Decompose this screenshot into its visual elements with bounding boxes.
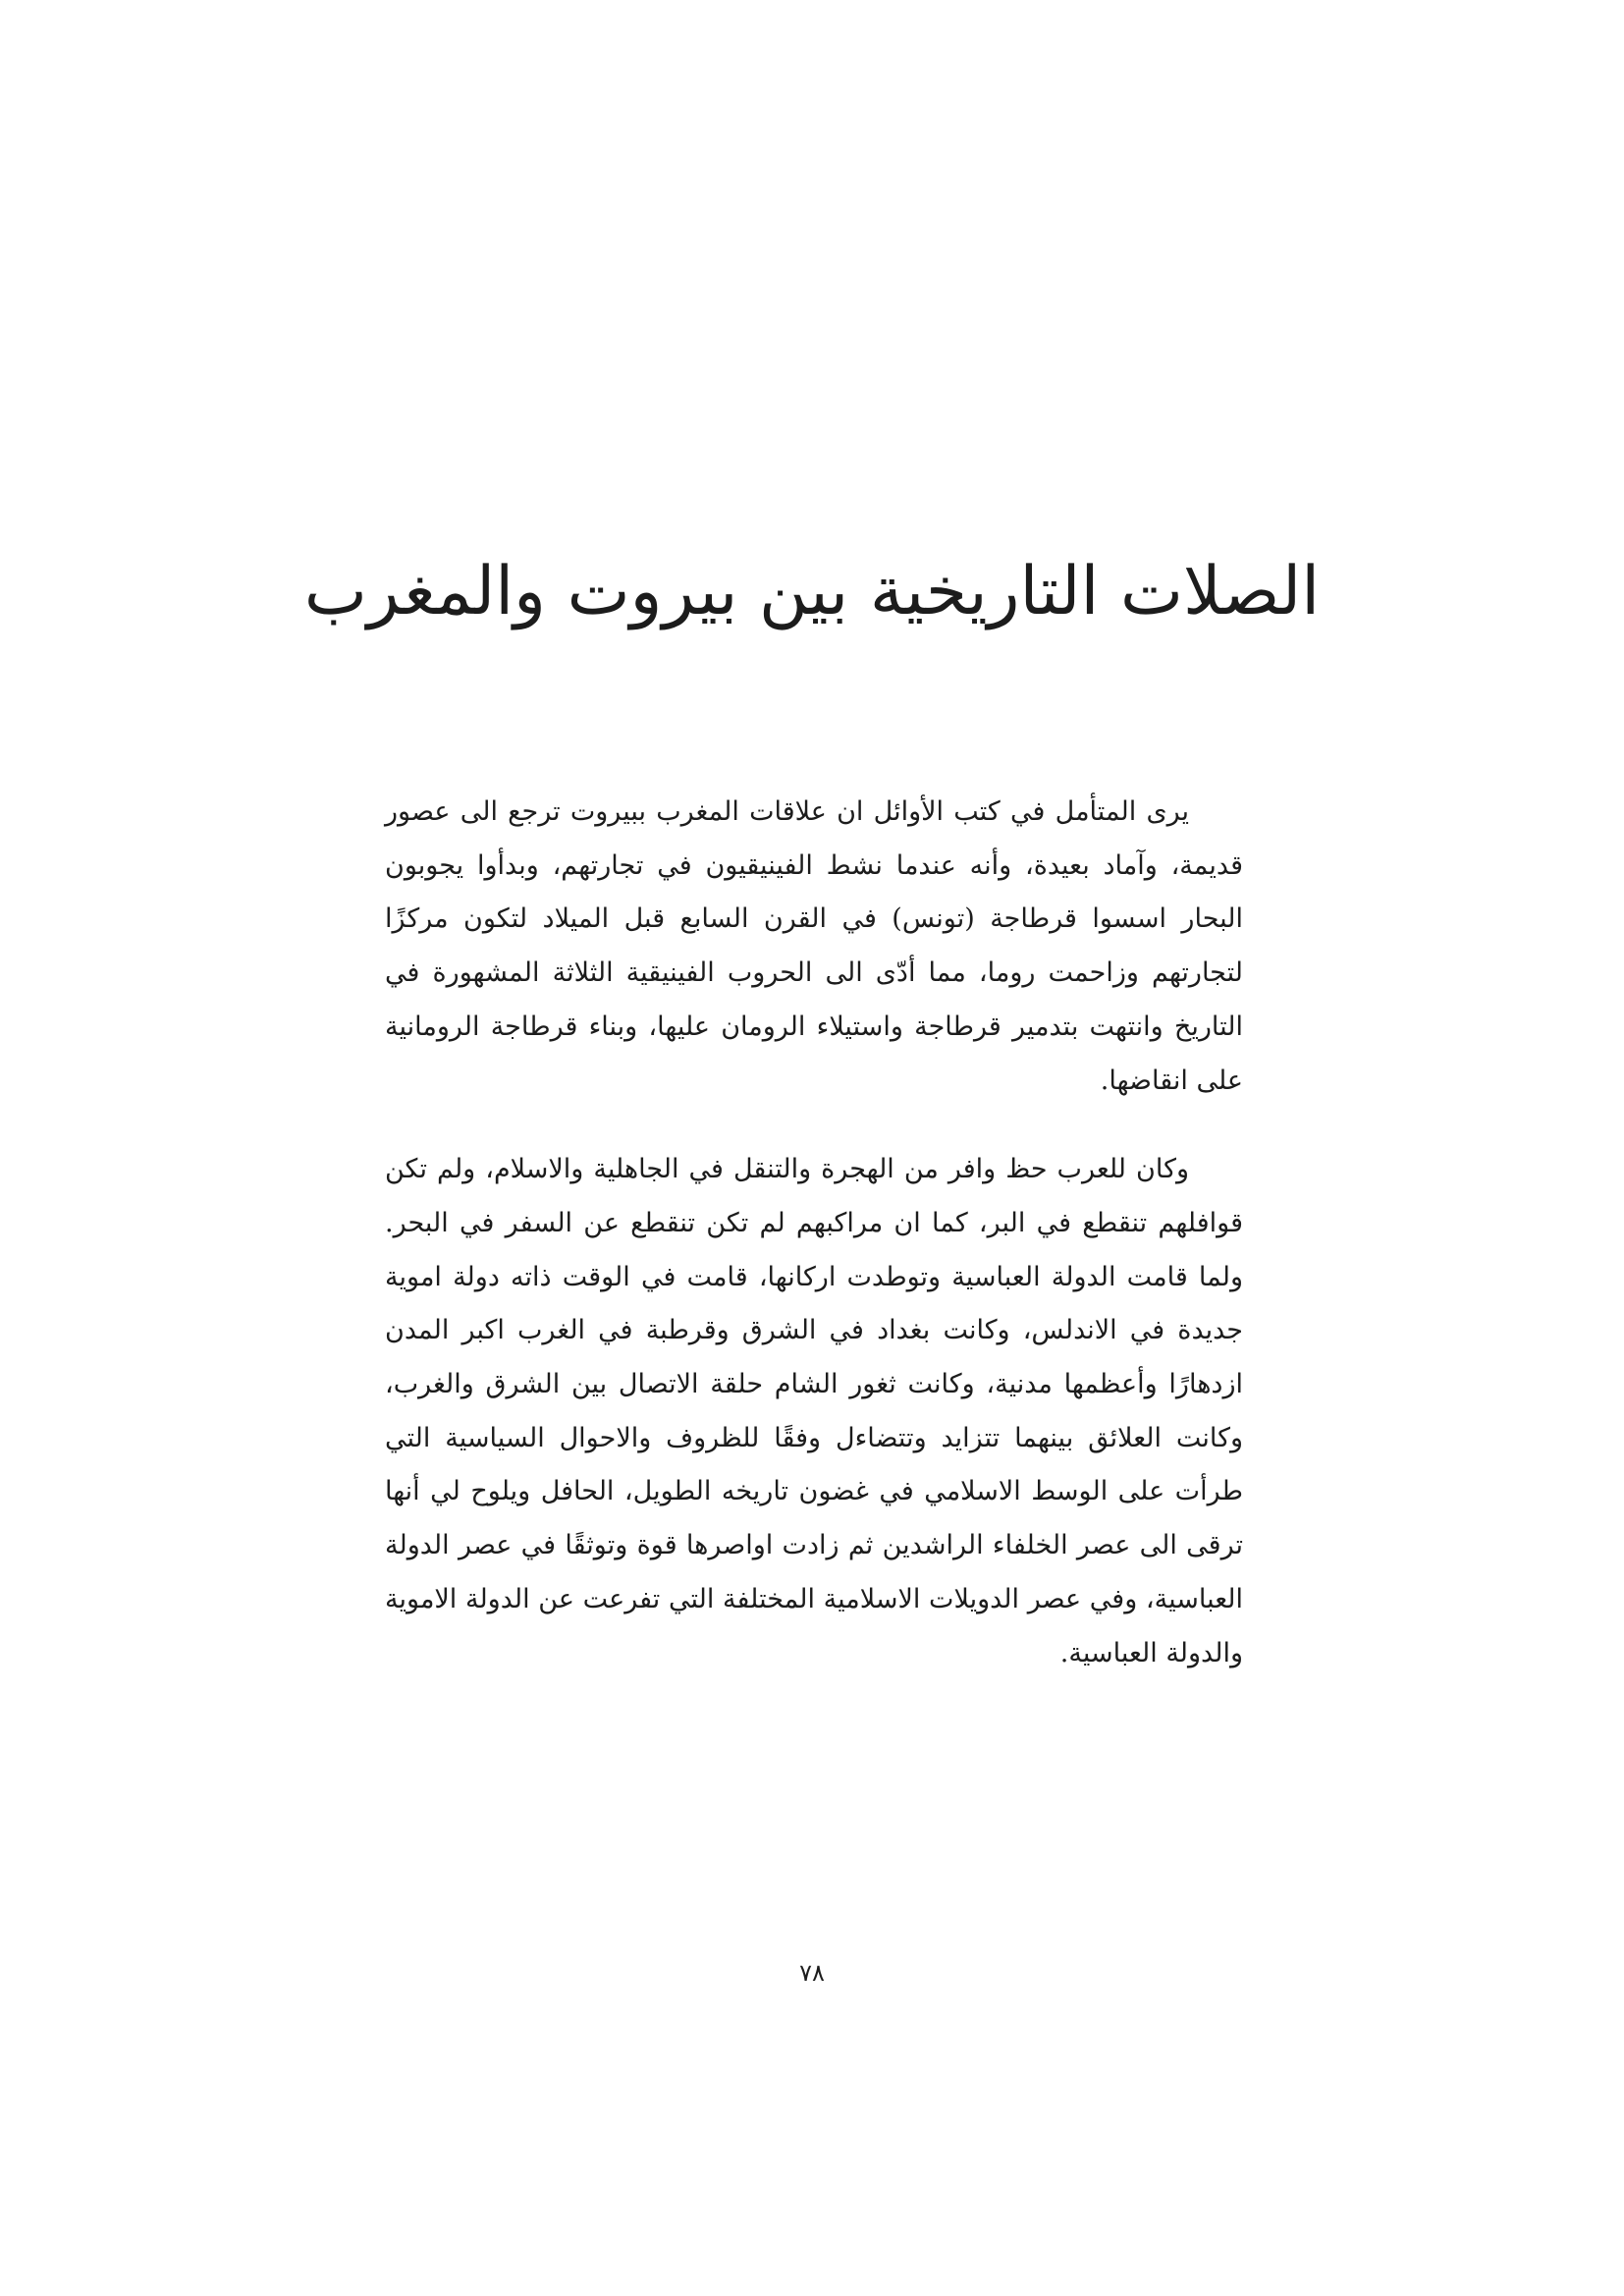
- paragraph-2: وكان للعرب حظ وافر من الهجرة والتنقل في الجاهلية والاسلام، ولم تكن قوافلهم تنقطع في البر، كما ان مراكبهم لم تكن تنقطع عن السفر في البحر. ولما قامت الدولة العباسية وتوطدت اركانها، قامت في الوقت ذاته دولة اموية جديدة في الاندلس، وكانت بغداد في الشرق وقرطبة في الغرب اكبر المدن ازدهارًا وأعظمها مدنية، وكانت ثغور الشام حلقة الاتصال بين الشرق والغرب، وكانت العلائق بينهما تتزايد وتتضاءل وفقًا للظروف والاحوال السياسية التي طرأت على الوسط الاسلامي في غضون تاريخه الطويل، الحافل ويلوح لي أنها ترقى الى عصر الخلفاء الراشدين ثم زادت اواصرها قوة وتوثقًا في عصر الدولة العباسية، وفي عصر الدويلات الاسلامية المختلفة التي تفرعت عن الدولة الاموية والدولة العباسية.: [385, 1154, 1243, 1668]
- paragraph-1: يرى المتأمل في كتب الأوائل ان علاقات المغرب ببيروت ترجع الى عصور قديمة، وآماد بعيدة، وأنه عندما نشط الفينيقيون في تجارتهم، وبدأوا يجوبون البحار اسسوا قرطاجة (تونس) في القرن السابع قبل الميلاد لتكون مركزًا لتجارتهم وزاحمت روما، مما أدّى الى الحروب الفينيقية الثلاثة المشهورة في التاريخ وانتهت بتدمير قرطاجة واستيلاء الرومان عليها، وبناء قرطاجة الرومانية على انقاضها.: [385, 796, 1243, 1096]
- body-text: [385, 786, 1243, 1680]
- page-number: ٧٨: [799, 1959, 825, 1987]
- chapter-title: الصلات التاريخية بين بيروت والمغرب: [303, 553, 1321, 630]
